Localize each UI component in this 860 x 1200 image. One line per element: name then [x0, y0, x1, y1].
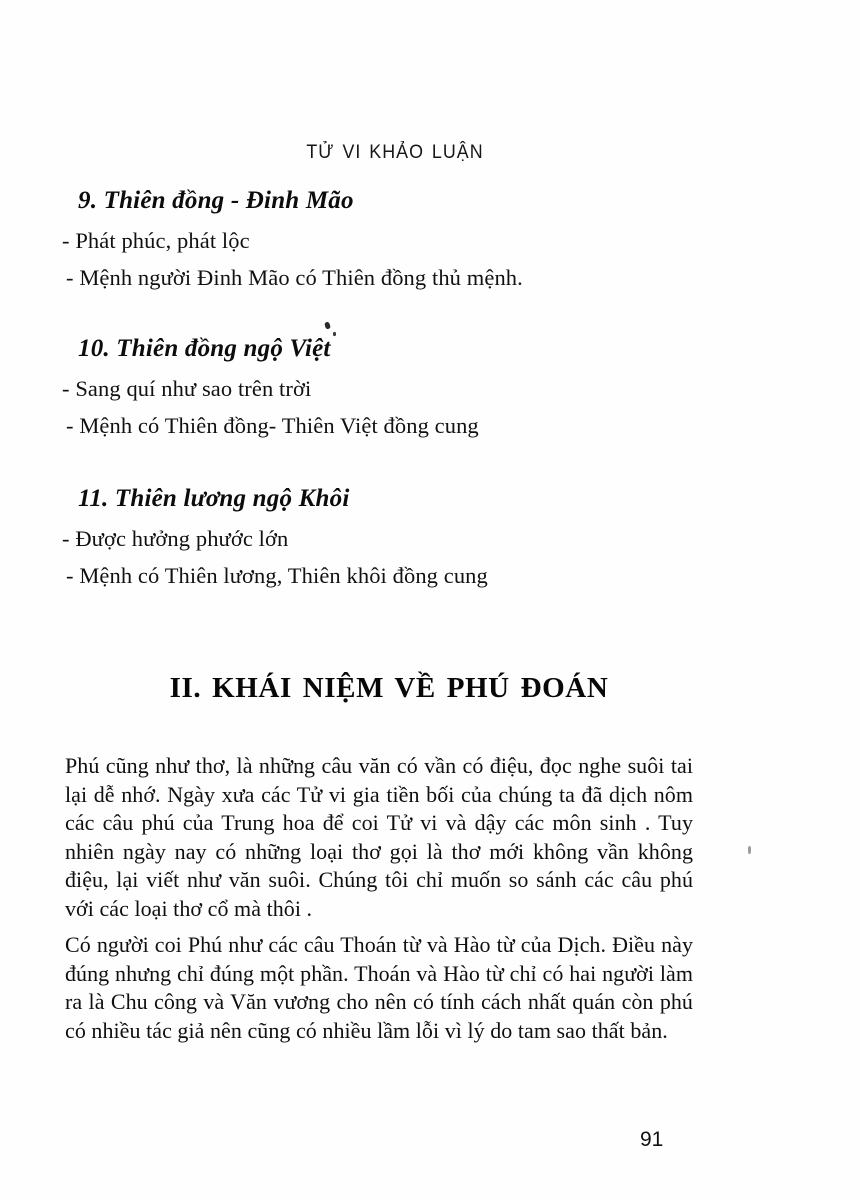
entry-title: 11. Thiên lương ngộ Khôi: [78, 485, 350, 513]
entry-line: - Được hưởng phước lớn: [62, 525, 289, 551]
section-heading: II. KHÁI NIỆM VỀ PHÚ ĐOÁN: [169, 672, 609, 704]
entry-title: 9. Thiên đồng - Đinh Mão: [78, 187, 354, 214]
body-text: [65, 752, 693, 1045]
scan-artifact-speck: [748, 846, 751, 854]
page-number: 91: [640, 1128, 664, 1151]
entry-line: - Mệnh có Thiên đồng- Thiên Việt đồng cung: [66, 412, 479, 438]
entry-line: - Mệnh có Thiên lương, Thiên khôi đồng cung: [66, 562, 488, 588]
paragraph: Có người coi Phú như các câu Thoán từ và Hào từ của Dịch. Điều này đúng nhưng chỉ đúng một phần. Thoán và Hào từ chỉ có hai người làm ra là Chu công và Văn vương cho nên có tính cách nhất quán còn phú có nhiều tác giả nên cũng có nhiều lầm lỗi vì lý do tam sao thất bản.: [65, 932, 693, 1043]
entry-line: - Phát phúc, phát lộc: [62, 227, 250, 253]
entry-title: 10. Thiên đồng ngộ Việt: [78, 335, 331, 363]
entry-item: [0, 186, 860, 290]
entry-list: [0, 186, 860, 588]
entry-item: [0, 484, 860, 588]
entry-line: - Mệnh người Đinh Mão có Thiên đồng thủ mệnh.: [66, 264, 523, 290]
entry-line: - Sang quí như sao trên trời: [62, 375, 312, 401]
paragraph: Phú cũng như thơ, là những câu văn có vần có điệu, đọc nghe suôi tai lại dễ nhớ. Ngày xưa các Tử vi gia tiền bối của chúng ta đã dịch nôm các câu phú của Trung hoa để coi Tử vi và dậy các môn sinh . Tuy nhiên ngày nay có những loại thơ gọi là thơ mới không vần không điệu, lại viết như văn suôi. Chúng tôi chỉ muốn so sánh các câu phú với các loại thơ cổ mà thôi .: [65, 753, 693, 921]
entry-item: [0, 334, 860, 438]
running-head: TỬ VI KHẢO LUẬN: [306, 142, 484, 163]
